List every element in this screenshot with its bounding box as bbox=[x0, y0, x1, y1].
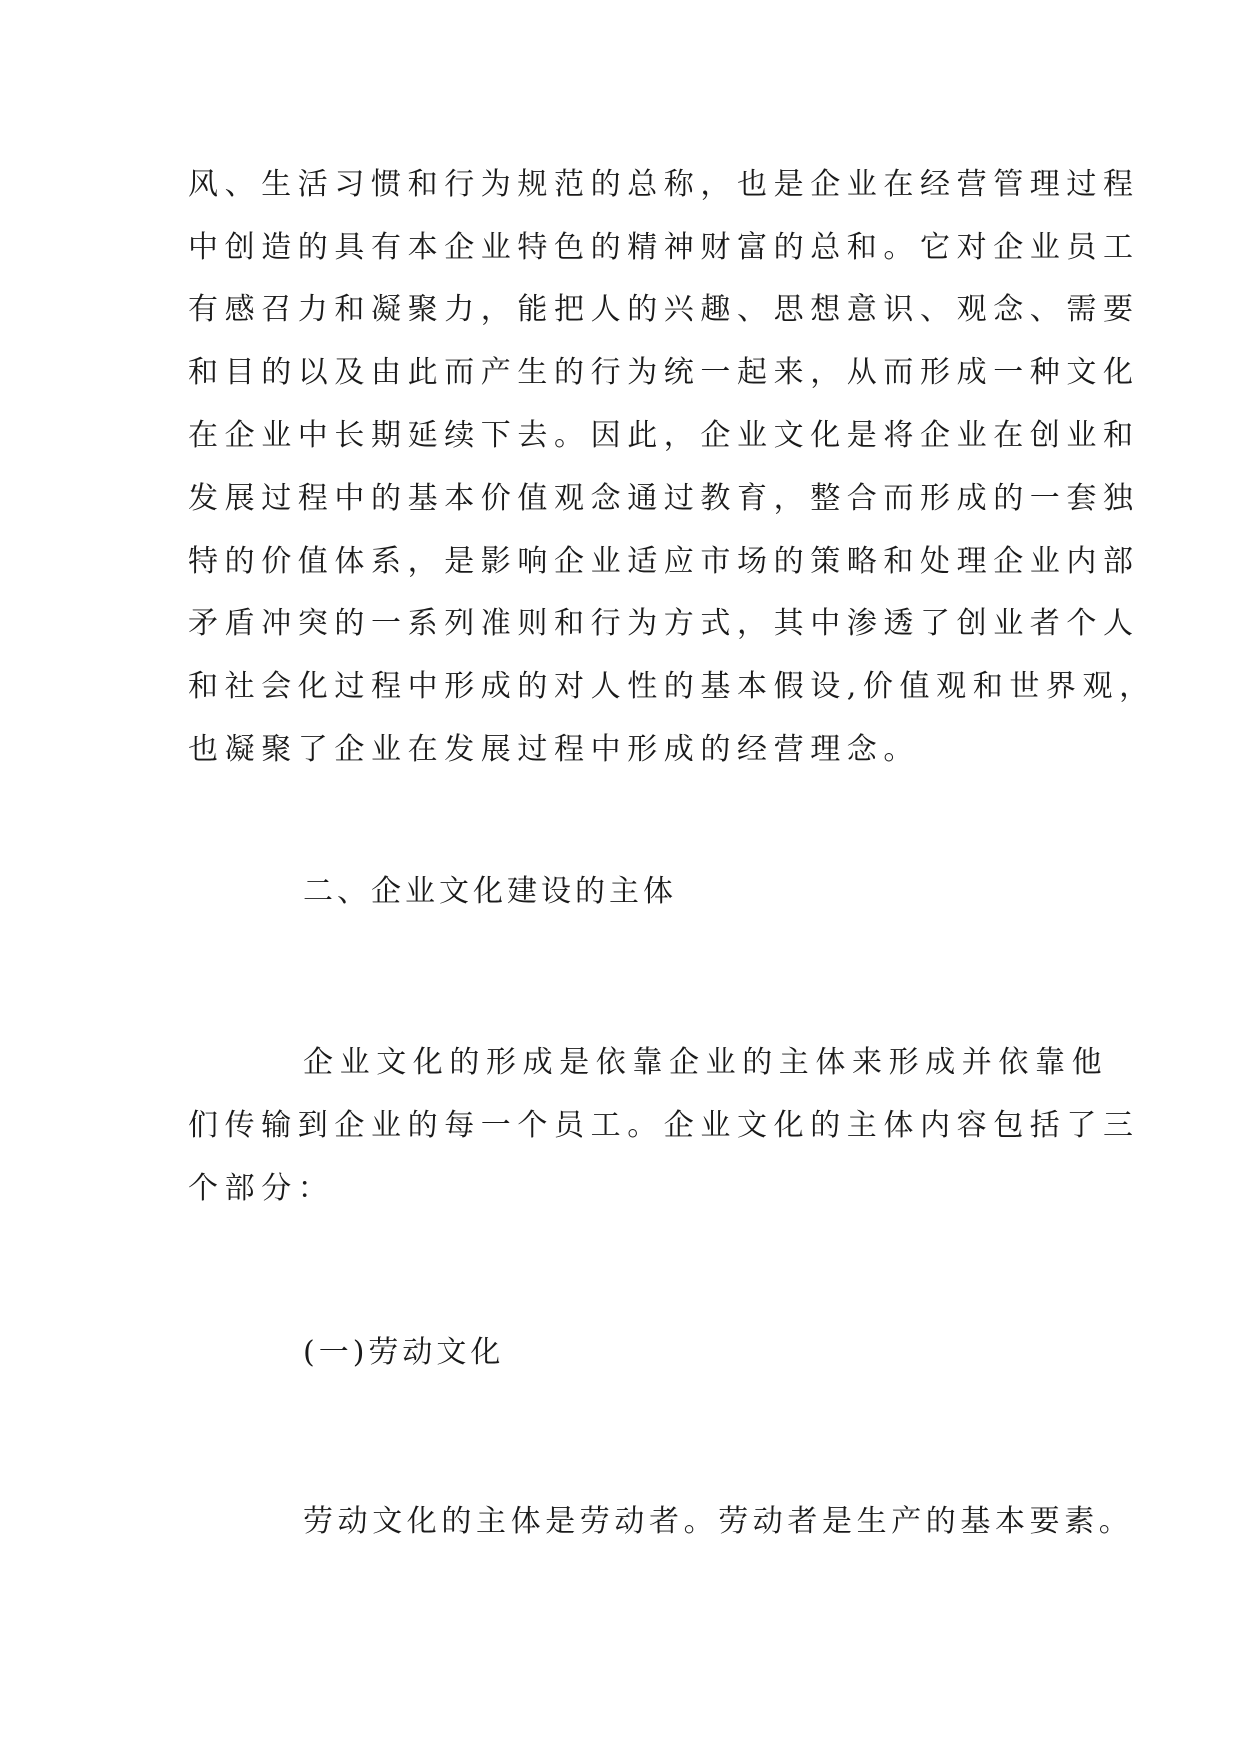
subsection-heading: (一)劳动文化 bbox=[303, 1335, 505, 1370]
paragraph-line: 企业文化的形成是依靠企业的主体来形成并依靠他 bbox=[303, 1045, 1109, 1080]
paragraph-line: 在企业中长期延续下去。因此，企业文化是将企业在创业和 bbox=[188, 418, 1140, 453]
paragraph-line: 有感召力和凝聚力，能把人的兴趣、思想意识、观念、需要 bbox=[188, 292, 1140, 327]
paragraph-line: 们传输到企业的每一个员工。企业文化的主体内容包括了三 bbox=[188, 1108, 1140, 1143]
paragraph-line: 个部分： bbox=[188, 1171, 335, 1206]
paragraph-line: 也凝聚了企业在发展过程中形成的经营理念。 bbox=[188, 732, 920, 767]
paragraph-line: 发展过程中的基本价值观念通过教育，整合而形成的一套独 bbox=[188, 481, 1140, 516]
paragraph-line: 风、生活习惯和行为规范的总称，也是企业在经营管理过程 bbox=[188, 167, 1140, 202]
paragraph-line: 和目的以及由此而产生的行为统一起来，从而形成一种文化 bbox=[188, 355, 1140, 390]
paragraph-line: 矛盾冲突的一系列准则和行为方式，其中渗透了创业者个人 bbox=[188, 606, 1140, 641]
paragraph-line: 特的价值体系，是影响企业适应市场的策略和处理企业内部 bbox=[188, 544, 1140, 579]
paragraph-line: 劳动文化的主体是劳动者。劳动者是生产的基本要素。 bbox=[303, 1504, 1134, 1539]
paragraph-line: 和社会化过程中形成的对人性的基本假设,价值观和世界观， bbox=[188, 669, 1156, 704]
section-heading: 二、企业文化建设的主体 bbox=[303, 874, 677, 909]
paragraph-line: 中创造的具有本企业特色的精神财富的总和。它对企业员工 bbox=[188, 230, 1140, 265]
